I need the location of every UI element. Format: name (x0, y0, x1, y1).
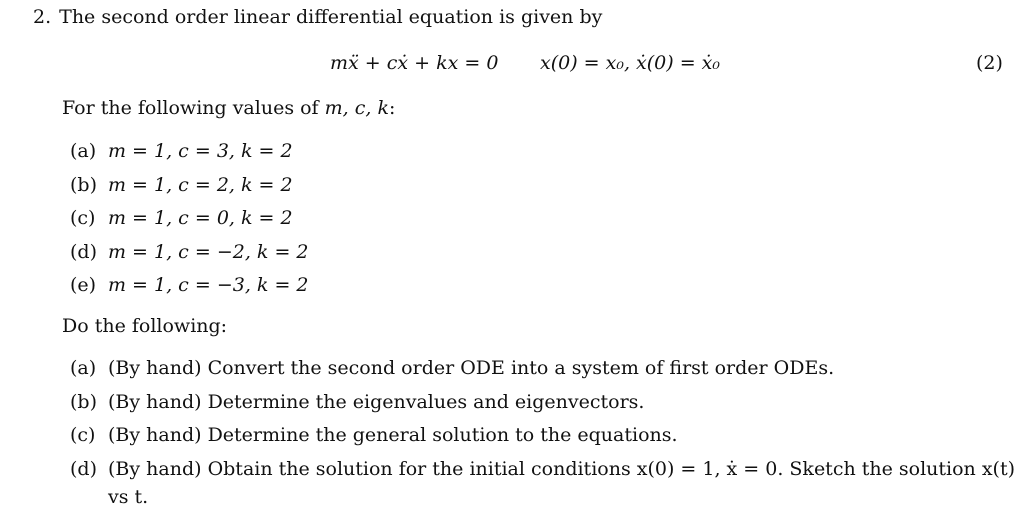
task-list (70, 357, 1015, 491)
task-item-c (70, 424, 1010, 458)
parameter-item-c (70, 207, 309, 241)
parameter-item-b (70, 174, 309, 208)
parameter-values: m = 1, c = 2, k = 2 (108, 173, 293, 196)
parameter-values: m = 1, c = 3, k = 2 (108, 140, 293, 162)
task-text: (By hand) Determine the eigenvalues and eigenvectors. (108, 390, 645, 413)
task-label: (d) (70, 457, 97, 480)
values-intro-text: For the following values of (62, 97, 325, 119)
parameter-values: m = 1, c = 0, k = 2 (108, 207, 293, 229)
task-d-continuation: vs t. (108, 486, 149, 508)
initial-conditions: x(0) = x₀, ẋ(0) = ẋ₀ (540, 52, 720, 74)
tasks-intro: Do the following: (62, 315, 228, 337)
parameter-values: m = 1, c = −2, k = 2 (108, 240, 309, 263)
parameter-values: m = 1, c = −3, k = 2 (108, 274, 309, 296)
equation-row (0, 52, 1024, 82)
problem-heading (33, 6, 602, 28)
task-text: (By hand) Convert the second order ODE into a system of first order ODEs. (108, 357, 835, 379)
values-intro-vars: m, c, k (324, 97, 389, 119)
problem-number: 2. (33, 6, 52, 28)
task-item-b (70, 391, 1010, 425)
parameter-label: (d) (70, 240, 97, 263)
task-text: (By hand) Obtain the solution for the initial conditions x(0) = 1, ẋ = 0. Sketch the solution x(t) (108, 457, 1015, 480)
values-intro-suffix: : (388, 97, 396, 119)
task-item-d (70, 457, 1015, 492)
task-text: (By hand) Determine the general solution to the equations. (108, 424, 678, 446)
equation-number: (2) (976, 52, 1003, 74)
task-label: (a) (70, 357, 97, 379)
parameter-label: (c) (70, 207, 96, 229)
task-label: (b) (70, 390, 97, 413)
problem-statement: The second order linear differential equation is given by (59, 6, 603, 28)
parameter-label: (e) (70, 274, 97, 296)
parameter-item-e (70, 274, 309, 308)
parameter-item-a (70, 140, 309, 174)
parameter-list (70, 140, 309, 308)
parameter-label: (b) (70, 173, 97, 196)
values-intro (62, 97, 395, 119)
task-label: (c) (70, 424, 96, 446)
parameter-label: (a) (70, 140, 97, 162)
differential-equation: mẍ + cẋ + kx = 0 (330, 52, 499, 74)
parameter-item-d (70, 241, 309, 275)
task-item-a (70, 357, 1010, 391)
